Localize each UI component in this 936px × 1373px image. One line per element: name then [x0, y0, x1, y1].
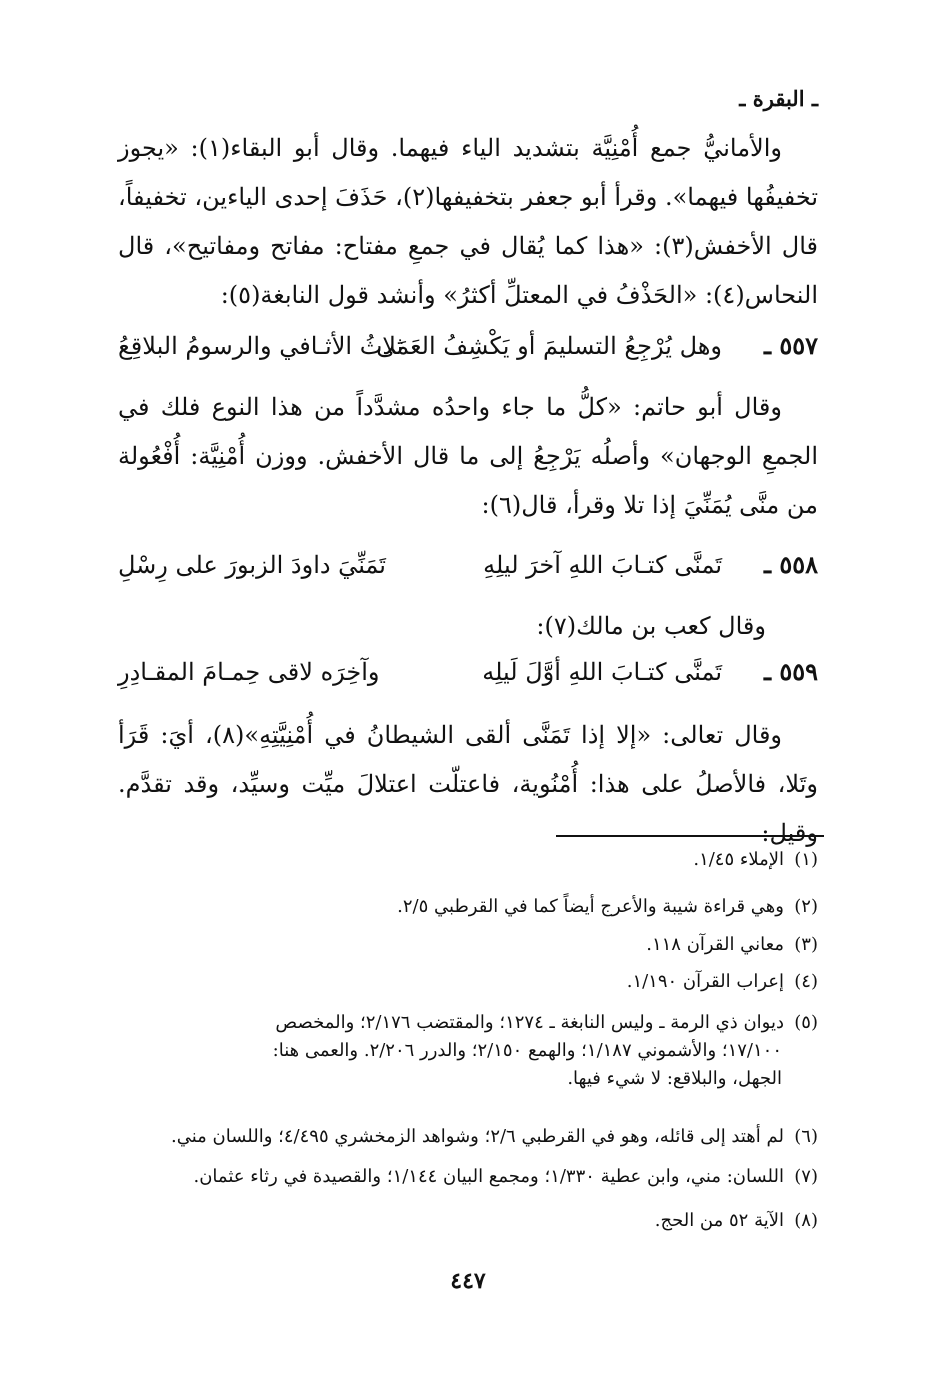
- verse-hemistich-first: تَمنَّى كتـابَ اللهِ آخرَ ليلِهِ: [483, 551, 722, 579]
- footnote-text: لم أهتد إلى قائله، وهو في القرطبي ٢/٦؛ وشواهد الزمخشري ٤/٤٩٥؛ واللسان مني.: [171, 1126, 784, 1147]
- footnote-text: ديوان ذي الرمة ـ وليس النابغة ـ ١٢٧٤؛ والمقتضب ٢/١٧٦؛ والمخصص: [275, 1012, 784, 1033]
- footnote-text-continued: الجهل، والبلاقع: لا شيء فيها.: [567, 1068, 782, 1089]
- verse-hemistich-second: وآخِرَه لاقى حِمـامَ المقـادِرِ: [118, 658, 380, 686]
- footnote-text: الآية ٥٢ من الحج.: [654, 1210, 784, 1231]
- paragraph-4-text: وقال تعالى: «إلا إذا تَمَنَّى ألقى الشيطانُ في أُمْنِيَّتِهِ»(٨)، أيَ: قَرَأ وتَلا، فالأصلُ على هذا: أُمْنُوية، فاعتلّت اعتلالَ ميِّت وسيِّد، وقد تقدَّم. وقيل:: [118, 721, 818, 847]
- running-header: ـ البقرة ـ: [739, 86, 818, 111]
- verse-hemistich-first: وهل يُرْجِعُ التسليمَ أو يَكْشِفُ العَمَى: [376, 332, 722, 360]
- footnote-6: [118, 1123, 818, 1151]
- footnote-number: (٢): [794, 896, 818, 917]
- paragraph-3: وقال كعب بن مالك(٧):: [536, 612, 766, 640]
- verse-number: ٥٥٩ ـ: [763, 657, 818, 686]
- footnote-number: (٣): [794, 934, 818, 955]
- verse-557: [118, 326, 818, 366]
- verse-number: ٥٥٨ ـ: [763, 550, 818, 579]
- verse-hemistich-first: تَمنَّى كتـابَ اللهِ أوَّلَ لَيلِه: [482, 658, 722, 686]
- footnote-7: [118, 1163, 818, 1191]
- footnote-divider: [556, 835, 824, 837]
- verse-hemistich-second: ثلاثُ الأثـافي والرسومُ البلاقِعُ: [118, 332, 404, 360]
- footnote-2: [118, 893, 818, 921]
- verse-558: [118, 545, 818, 585]
- footnote-number: (٧): [794, 1166, 818, 1187]
- footnote-number: (٦): [794, 1126, 818, 1147]
- paragraph-1: [118, 124, 818, 320]
- footnote-4: [118, 968, 818, 996]
- paragraph-1-text: والأمانيُّ جمع أُمْنِيَّة بتشديد الياء فيهما. وقال أبو البقاء(١): «يجوز تخفيفُها فيهما». وقرأ أبو جعفر بتخفيفها(٢)، حَذَفَ إحدى الياءين، تخفيفاً، قال الأخفش(٣): «هذا كما يُقال في جمعِ مفتاح: مفاتح ومفاتيح»، قال النحاس(٤): «الحَذْفُ في المعتلِّ أكثرُ» وأنشد قول النابغة(٥):: [118, 134, 819, 309]
- footnote-text-continued: ١٧/١٠٠؛ والأشموني ١/١٨٧؛ والهمع ٢/١٥٠؛ والدرر ٢/٢٠٦. والعمى هنا:: [272, 1040, 782, 1061]
- footnote-number: (٨): [794, 1210, 818, 1231]
- footnote-text: إعراب القرآن ١/١٩٠.: [626, 971, 784, 992]
- page-number: ٤٤٧: [450, 1268, 486, 1294]
- verse-hemistich-second: تَمَنِّيَ داودَ الزبورَ على رِسْلِ: [118, 551, 386, 579]
- footnote-text: الإملاء ١/٤٥.: [693, 849, 784, 870]
- paragraph-2-text: وقال أبو حاتم: «كلُّ ما جاء واحدُه مشدَّداً من هذا النوع فلك في الجمعِ الوجهان» وأصلُه يَرْجِعُ إلى ما قال الأخفش. ووزن أُمْنِيَّة: أُفْعُولة من منَّى يُمَنِّيَ إذا تلا وقرأ، قال(٦):: [118, 393, 818, 519]
- footnote-5: [118, 1009, 818, 1093]
- footnote-8: [118, 1207, 818, 1235]
- footnote-text: معاني القرآن ١١٨.: [646, 934, 784, 955]
- footnote-text: وهي قراءة شيبة والأعرج أيضاً كما في القرطبي ٢/٥.: [397, 896, 784, 917]
- footnote-number: (٥): [794, 1012, 818, 1033]
- footnote-number: (٤): [794, 971, 818, 992]
- verse-number: ٥٥٧ ـ: [763, 331, 818, 360]
- footnote-3: [118, 931, 818, 959]
- footnote-1: [118, 846, 818, 874]
- footnote-number: (١): [794, 849, 818, 870]
- verse-559: [118, 652, 818, 692]
- paragraph-2: [118, 383, 818, 530]
- footnote-text: اللسان: مني، وابن عطية ١/٣٣٠؛ ومجمع البيان ١/١٤٤؛ والقصيدة في رثاء عثمان.: [193, 1166, 784, 1187]
